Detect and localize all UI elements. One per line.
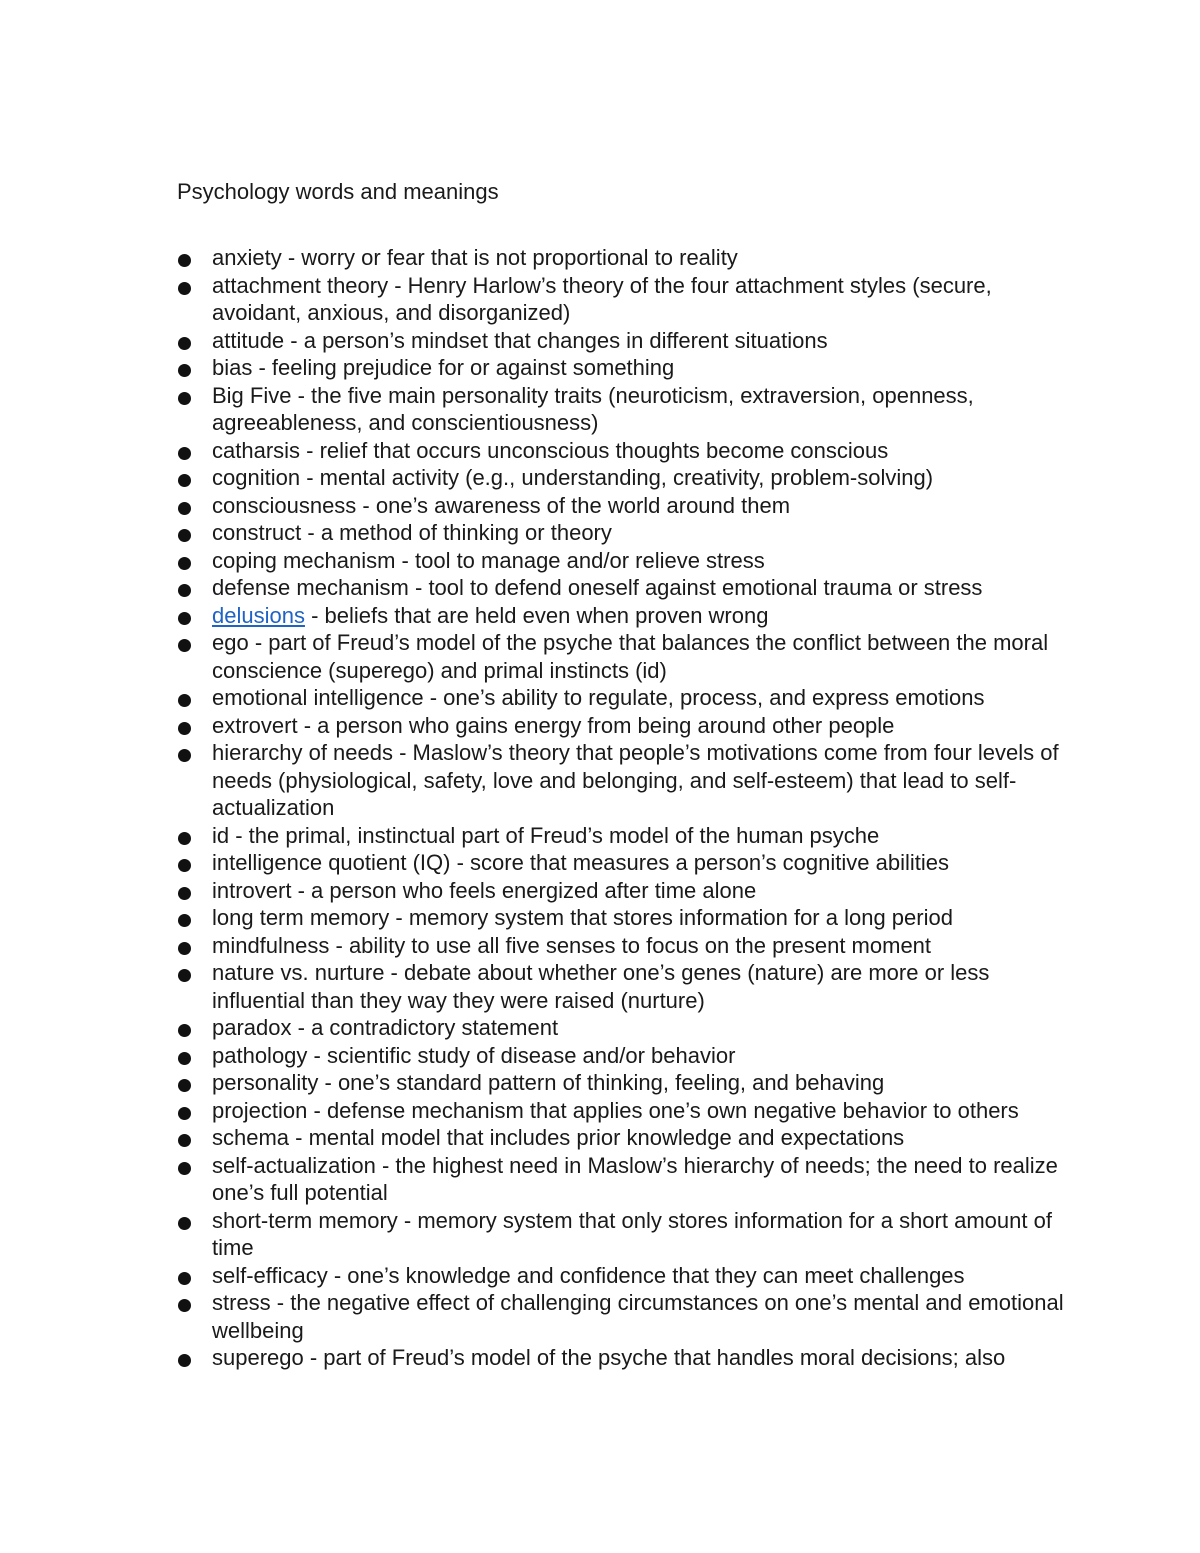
bullet-icon	[178, 1354, 191, 1367]
glossary-item	[0, 492, 1200, 520]
term-name: short-term memory	[212, 1207, 398, 1233]
bullet-icon	[178, 1079, 191, 1092]
glossary-item	[0, 1289, 1200, 1344]
term-name: projection	[212, 1097, 308, 1123]
glossary-item	[0, 382, 1200, 437]
term-name: personality	[212, 1070, 319, 1095]
term-definition: - Henry Harlow’s theory of the four attachment styles (secure, avoidant, anxious, and disorganized)	[212, 272, 992, 325]
bullet-icon	[178, 832, 191, 845]
bullet-icon	[178, 942, 191, 955]
term-name: consciousness	[212, 492, 357, 518]
term-name: ego	[212, 630, 249, 655]
glossary-item	[0, 272, 1200, 327]
term-definition: - the five main personality traits (neuroticism, extraversion, openness, agreeableness, and conscientiousness)	[212, 382, 974, 435]
glossary-item	[0, 1262, 1200, 1290]
term-name: paradox	[212, 1015, 292, 1040]
bullet-icon	[178, 557, 191, 570]
glossary-item	[0, 602, 1200, 630]
bullet-icon	[178, 749, 191, 762]
glossary-item	[0, 1344, 1200, 1372]
term-name: self-efficacy	[212, 1262, 328, 1288]
term-definition: - mental activity (e.g., understanding, creativity, problem-solving)	[300, 465, 934, 490]
glossary-item	[0, 354, 1200, 382]
bullet-icon	[178, 1134, 191, 1147]
term-definition: - scientific study of disease and/or behavior	[307, 1042, 736, 1068]
glossary-item	[0, 574, 1200, 602]
term-definition: - defense mechanism that applies one’s own negative behavior to others	[307, 1097, 1019, 1123]
glossary-item	[0, 1069, 1200, 1097]
term-name: bias	[212, 355, 253, 380]
bullet-icon	[178, 722, 191, 735]
glossary-item	[0, 959, 1200, 1014]
bullet-icon	[178, 282, 191, 295]
glossary-item	[0, 712, 1200, 740]
glossary-item	[0, 629, 1200, 684]
bullet-icon	[178, 1107, 191, 1120]
term-name: Big Five	[212, 382, 292, 408]
term-definition: - memory system that stores information for a long period	[389, 905, 953, 930]
term-definition: - Maslow’s theory that people’s motivations come from four levels of needs (physiological, safety, love and belonging, and self-esteem) that lead to self-actualization	[212, 740, 1059, 820]
glossary-item	[0, 877, 1200, 905]
term-name: defense mechanism	[212, 575, 409, 600]
glossary-item	[0, 932, 1200, 960]
glossary-item	[0, 464, 1200, 492]
term-definition: - feeling prejudice for or against something	[252, 355, 675, 380]
term-name: catharsis	[212, 437, 301, 463]
term-name: attachment theory	[212, 272, 389, 298]
bullet-icon	[178, 1052, 191, 1065]
bullet-icon	[178, 612, 191, 625]
glossary-item	[0, 547, 1200, 575]
term-definition: - part of Freud’s model of the psyche that balances the conflict between the moral conscience (superego) and primal instincts (id)	[212, 630, 1049, 683]
glossary-item	[0, 1152, 1200, 1207]
term-name: anxiety	[212, 245, 282, 270]
term-definition: - mental model that includes prior knowledge and expectations	[289, 1125, 905, 1150]
term-name: attitude	[212, 327, 285, 353]
bullet-icon	[178, 447, 191, 460]
term-name: superego	[212, 1345, 304, 1370]
term-name: construct	[212, 520, 302, 545]
glossary-item	[0, 1207, 1200, 1262]
document-title: Psychology words and meanings	[177, 179, 499, 204]
term-definition: - worry or fear that is not proportional to reality	[281, 245, 738, 270]
glossary-item	[0, 1042, 1200, 1070]
bullet-icon	[178, 1272, 191, 1285]
bullet-icon	[178, 1299, 191, 1312]
term-name: emotional intelligence	[212, 685, 424, 710]
term-definition: - one’s awareness of the world around them	[356, 492, 791, 518]
bullet-icon	[178, 254, 191, 267]
glossary-item	[0, 684, 1200, 712]
term-name: long term memory	[212, 905, 390, 930]
bullet-icon	[178, 1162, 191, 1175]
term-definition: - a person who feels energized after time alone	[291, 877, 757, 903]
term-definition: - the primal, instinctual part of Freud’s model of the human psyche	[229, 822, 880, 848]
glossary-item	[0, 327, 1200, 355]
term-name: self-actualization	[212, 1152, 376, 1178]
term-definition: - one’s ability to regulate, process, and express emotions	[423, 685, 985, 710]
glossary-item	[0, 822, 1200, 850]
bullet-icon	[178, 1024, 191, 1037]
bullet-icon	[178, 364, 191, 377]
term-definition: - score that measures a person’s cognitive abilities	[450, 850, 949, 875]
term-name: schema	[212, 1125, 290, 1150]
term-definition: - debate about whether one’s genes (nature) are more or less influential than they way they were raised (nurture)	[212, 960, 990, 1013]
glossary-item	[0, 739, 1200, 822]
bullet-icon	[178, 859, 191, 872]
bullet-icon	[178, 392, 191, 405]
term-definition: - one’s standard pattern of thinking, feeling, and behaving	[318, 1070, 885, 1095]
term-definition: - a method of thinking or theory	[301, 520, 612, 545]
glossary-item	[0, 1124, 1200, 1152]
bullet-icon	[178, 529, 191, 542]
term-definition: - memory system that only stores information for a short amount of time	[212, 1207, 1052, 1260]
bullet-icon	[178, 639, 191, 652]
term-name: intelligence quotient (IQ)	[212, 850, 451, 875]
term-definition: - part of Freud’s model of the psyche that handles moral decisions; also	[303, 1345, 1006, 1370]
bullet-icon	[178, 1217, 191, 1230]
bullet-icon	[178, 887, 191, 900]
bullet-icon	[178, 584, 191, 597]
glossary-item	[0, 904, 1200, 932]
term-name: pathology	[212, 1042, 308, 1068]
glossary-item	[0, 1097, 1200, 1125]
glossary-item	[0, 519, 1200, 547]
term-link[interactable]: delusions	[212, 602, 305, 628]
term-name: mindfulness	[212, 932, 330, 958]
bullet-icon	[178, 969, 191, 982]
term-name: coping mechanism	[212, 547, 396, 573]
term-name: nature vs. nurture	[212, 960, 385, 985]
term-definition: - beliefs that are held even when proven wrong	[304, 602, 769, 628]
term-definition: - ability to use all five senses to focus on the present moment	[329, 932, 932, 958]
glossary-item	[0, 849, 1200, 877]
term-name: cognition	[212, 465, 301, 490]
bullet-icon	[178, 474, 191, 487]
term-name: introvert	[212, 877, 292, 903]
term-name: stress	[212, 1290, 271, 1315]
term-definition: - a person who gains energy from being around other people	[297, 712, 895, 738]
term-name: id	[212, 822, 230, 848]
term-definition: - relief that occurs unconscious thoughts become conscious	[300, 437, 889, 463]
term-definition: - a contradictory statement	[291, 1015, 559, 1040]
glossary-item	[0, 437, 1200, 465]
glossary-item	[0, 244, 1200, 272]
bullet-icon	[178, 502, 191, 515]
term-definition: - the highest need in Maslow’s hierarchy of needs; the need to realize one’s full potential	[212, 1152, 1058, 1205]
term-list	[0, 244, 1200, 1372]
term-definition: - a person’s mindset that changes in different situations	[284, 327, 828, 353]
term-definition: - tool to manage and/or relieve stress	[395, 547, 765, 573]
term-name: extrovert	[212, 712, 298, 738]
bullet-icon	[178, 914, 191, 927]
term-name: hierarchy of needs	[212, 740, 393, 765]
glossary-item	[0, 1014, 1200, 1042]
term-definition: - tool to defend oneself against emotional trauma or stress	[408, 575, 983, 600]
bullet-icon	[178, 337, 191, 350]
bullet-icon	[178, 694, 191, 707]
term-definition: - the negative effect of challenging circumstances on one’s mental and emotional wellbeing	[212, 1290, 1064, 1343]
term-definition: - one’s knowledge and confidence that they can meet challenges	[327, 1262, 965, 1288]
